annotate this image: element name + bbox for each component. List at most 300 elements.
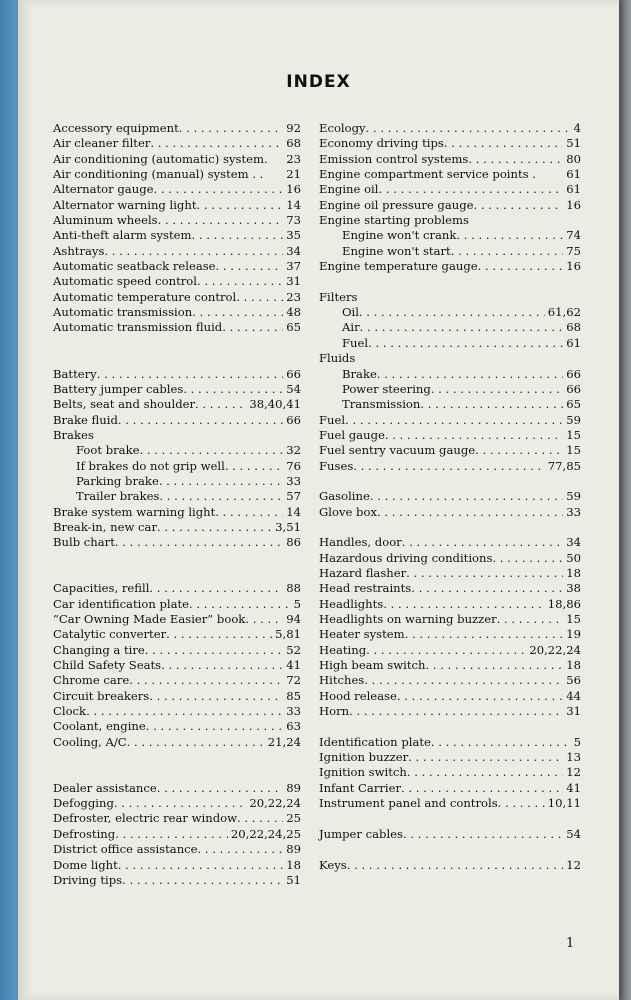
dot-leader — [179, 121, 283, 136]
dot-leader — [349, 704, 563, 719]
dot-leader — [198, 842, 284, 857]
entry-label: Fuel gauge — [319, 427, 385, 442]
spacer — [53, 551, 301, 566]
dot-leader — [115, 827, 228, 842]
entry-page: 13 — [566, 750, 581, 765]
dot-leader — [475, 443, 563, 458]
entry-label: Horn — [319, 704, 350, 719]
dot-leader — [183, 382, 283, 397]
index-entry — [53, 719, 301, 734]
entry-label: Heating — [319, 642, 367, 657]
entry-page: 77,85 — [547, 458, 581, 473]
dot-leader — [406, 566, 563, 581]
entry-label: Parking brake — [76, 473, 159, 488]
spacer — [319, 842, 581, 857]
dot-leader — [245, 612, 283, 627]
dot-leader — [492, 551, 563, 566]
index-entry — [319, 259, 581, 274]
dot-leader — [146, 719, 284, 734]
entry-page: 15 — [566, 443, 581, 458]
dot-leader — [498, 796, 545, 811]
entry-page: 51 — [286, 872, 301, 887]
index-entry — [319, 367, 581, 382]
entry-page: 5 — [293, 596, 301, 611]
entry-page: 32 — [286, 443, 301, 458]
index-heading — [319, 213, 581, 228]
entry-page: 51 — [566, 136, 581, 151]
index-entry — [319, 489, 581, 504]
dot-leader — [97, 367, 284, 382]
dot-leader — [195, 397, 246, 412]
dot-leader — [385, 428, 563, 443]
entry-page: 3,51 — [275, 519, 301, 534]
entry-page: 34 — [566, 535, 581, 550]
entry-page: 44 — [566, 688, 581, 703]
entry-label: Catalytic converter — [53, 627, 167, 642]
entry-label: Fuel — [319, 412, 346, 427]
entry-page: 68 — [566, 320, 581, 335]
index-entry — [319, 689, 581, 704]
entry-page: 48 — [286, 305, 301, 320]
index-entry — [319, 228, 581, 243]
index-entry — [319, 566, 581, 581]
entry-page: 41 — [286, 658, 301, 673]
page-title: INDEX — [286, 72, 351, 92]
entry-page: 38,40,41 — [249, 397, 301, 412]
index-heading — [319, 351, 581, 366]
entry-page: 59 — [566, 489, 581, 504]
entry-page: 33 — [286, 473, 301, 488]
index-entry — [319, 673, 581, 688]
entry-page: 35 — [286, 228, 301, 243]
entry-page: 89 — [286, 780, 301, 795]
dot-leader — [377, 367, 563, 382]
index-entry — [53, 198, 301, 213]
dot-leader — [157, 520, 272, 535]
entry-page: 50 — [566, 550, 581, 565]
dot-leader — [368, 336, 563, 351]
index-entry — [53, 489, 301, 504]
dot-leader — [127, 735, 265, 750]
entry-label: Ignition switch — [319, 765, 407, 780]
entry-label: Ecology — [319, 121, 366, 135]
index-entry — [319, 397, 581, 412]
index-entry — [53, 182, 301, 197]
index-entry — [319, 428, 581, 443]
entry-page: 75 — [566, 243, 581, 258]
dot-leader — [145, 643, 283, 658]
entry-label: Changing a tire — [53, 642, 145, 657]
dot-leader — [360, 320, 564, 335]
entry-label: High beam switch — [319, 658, 426, 673]
entry-page: 19 — [566, 627, 581, 642]
dot-leader — [411, 581, 563, 596]
entry-page: 72 — [286, 673, 301, 688]
entry-label: Defrosting — [53, 826, 116, 841]
entry-label: If brakes do not grip well — [76, 458, 225, 473]
entry-label: Dome light — [53, 857, 118, 872]
index-entry — [319, 597, 581, 612]
index-entry — [319, 627, 581, 642]
dot-leader — [166, 627, 272, 642]
spacer — [53, 765, 301, 780]
spacer — [319, 474, 581, 489]
dot-leader — [149, 689, 283, 704]
dot-leader — [215, 505, 283, 520]
index-entry — [53, 811, 301, 826]
entry-label: Accessory equipment — [53, 121, 179, 135]
index-entry — [319, 244, 581, 259]
index-entry — [319, 167, 581, 182]
index-entry — [53, 290, 301, 305]
entry-page: 88 — [286, 581, 301, 596]
index-entry — [53, 213, 301, 228]
dot-leader — [370, 489, 563, 504]
index-entry — [53, 581, 301, 596]
entry-label: Engine oil — [319, 182, 379, 197]
entry-page: 56 — [566, 673, 581, 688]
entry-label: Car identification plate — [53, 596, 190, 611]
entry-page: 92 — [286, 121, 301, 135]
entry-page: 20,22,24 — [529, 642, 581, 657]
entry-label: Ashtrays — [53, 243, 105, 258]
entry-page: 18 — [566, 658, 581, 673]
index-page — [18, 0, 619, 1000]
index-entry — [53, 136, 301, 151]
spacer — [319, 520, 581, 535]
entry-label: Hazard flasher — [319, 565, 407, 580]
dot-leader — [397, 689, 563, 704]
dot-leader — [150, 136, 283, 151]
entry-label: Brakes — [53, 427, 94, 442]
index-entry — [53, 858, 301, 873]
entry-page: 61 — [566, 167, 581, 182]
entry-label: Ignition buzzer — [319, 750, 409, 765]
entry-label: Bulb chart — [53, 535, 115, 550]
index-entry — [319, 535, 581, 550]
index-entry — [53, 673, 301, 688]
entry-label: Emission control systems — [319, 151, 469, 166]
entry-page: 89 — [286, 842, 301, 857]
index-entry — [319, 827, 581, 842]
index-entry — [319, 182, 581, 197]
entry-page: 65 — [566, 397, 581, 412]
entry-page: 80 — [566, 151, 581, 166]
entry-label: Automatic speed control — [53, 274, 197, 289]
index-column-left — [53, 121, 301, 888]
dot-leader — [159, 489, 283, 504]
index-entry — [319, 781, 581, 796]
dot-leader — [104, 244, 283, 259]
entry-label: Foot brake — [76, 443, 140, 458]
index-entry — [319, 858, 581, 873]
dot-leader — [405, 627, 564, 642]
index-entry — [319, 796, 581, 811]
entry-page: 33 — [286, 704, 301, 719]
entry-label: Automatic temperature control — [53, 289, 237, 304]
entry-page: 16 — [566, 197, 581, 212]
index-entry — [53, 796, 301, 811]
dot-leader — [366, 121, 571, 136]
entry-label: Engine oil pressure gauge — [319, 197, 474, 212]
dot-leader — [149, 581, 283, 596]
entry-page: 18 — [286, 857, 301, 872]
entry-label: Glove box — [319, 504, 377, 519]
entry-label: Brake system warning light — [53, 504, 216, 519]
index-entry — [53, 535, 301, 550]
index-entry — [53, 167, 301, 182]
dot-leader — [157, 781, 284, 796]
index-entry — [319, 551, 581, 566]
entry-label: Fluids — [319, 351, 356, 366]
entry-label: Automatic seatback release — [53, 259, 216, 274]
entry-page: 57 — [286, 489, 301, 504]
entry-label: Oil — [342, 305, 359, 320]
entry-label: Jumper cables — [319, 826, 403, 841]
dot-leader — [407, 765, 563, 780]
index-entry — [319, 136, 581, 151]
entry-label: Anti-theft alarm system — [53, 228, 192, 243]
entry-page: 73 — [286, 213, 301, 228]
dot-leader — [383, 597, 545, 612]
entry-page: 74 — [566, 228, 581, 243]
entry-page: 23 — [286, 289, 301, 304]
dot-leader — [444, 136, 563, 151]
dot-leader — [456, 228, 563, 243]
entry-page: 21 — [286, 167, 301, 182]
entry-label: Battery — [53, 366, 97, 381]
index-entry — [319, 612, 581, 627]
index-entry — [53, 873, 301, 888]
dot-leader — [158, 213, 284, 228]
index-entry — [53, 443, 301, 458]
entry-page: 66 — [566, 366, 581, 381]
entry-label: Transmission — [342, 397, 421, 412]
index-entry — [319, 382, 581, 397]
index-entry — [319, 643, 581, 658]
entry-label: Fuel sentry vacuum gauge — [319, 443, 476, 458]
dot-leader — [431, 382, 563, 397]
entry-page: 63 — [286, 719, 301, 734]
dot-leader — [118, 413, 283, 428]
index-entry — [53, 612, 301, 627]
entry-label: “Car Owning Made Easier” book — [53, 612, 246, 626]
dot-leader — [237, 811, 283, 826]
index-entry — [319, 658, 581, 673]
index-entry — [53, 505, 301, 520]
entry-page: 16 — [286, 182, 301, 197]
index-entry — [319, 581, 581, 596]
dot-leader — [153, 182, 283, 197]
entry-page: 12 — [566, 765, 581, 780]
spacer — [53, 351, 301, 366]
entry-label: Circuit breakers — [53, 688, 150, 703]
entry-label: Keys — [319, 857, 347, 872]
index-entry — [53, 735, 301, 750]
spacer — [319, 719, 581, 734]
dot-leader — [114, 796, 246, 811]
index-entry — [53, 320, 301, 335]
dot-leader — [139, 443, 283, 458]
entry-page: 54 — [566, 826, 581, 841]
entry-page: 66 — [566, 381, 581, 396]
entry-label: Belts, seat and shoulder — [53, 397, 196, 412]
dot-leader — [420, 397, 563, 412]
entry-page: 23 — [286, 151, 301, 166]
entry-page: 25 — [286, 811, 301, 826]
entry-page: 66 — [286, 366, 301, 381]
dot-leader — [359, 305, 545, 320]
dot-leader — [408, 750, 563, 765]
dot-leader — [468, 152, 563, 167]
entry-label: Instrument panel and controls — [319, 796, 498, 811]
entry-page: 5 — [573, 734, 581, 749]
dot-leader — [403, 827, 563, 842]
entry-label: Head restraints — [319, 581, 412, 596]
entry-label: Alternator gauge — [53, 182, 154, 197]
dot-leader — [377, 505, 563, 520]
index-entry — [319, 121, 581, 136]
entry-page: 76 — [286, 458, 301, 473]
index-entry — [319, 505, 581, 520]
spacer — [319, 811, 581, 826]
dot-leader — [197, 274, 283, 289]
index-heading — [319, 290, 581, 305]
index-entry — [53, 827, 301, 842]
index-entry — [319, 735, 581, 750]
index-entry — [53, 397, 301, 412]
index-entry — [53, 689, 301, 704]
dot-leader — [402, 535, 564, 550]
dot-leader — [216, 259, 284, 274]
dot-leader — [122, 873, 283, 888]
index-entry — [319, 152, 581, 167]
entry-label: Hood release — [319, 688, 397, 703]
index-entry — [53, 643, 301, 658]
index-entry — [319, 443, 581, 458]
entry-page: 52 — [286, 642, 301, 657]
entry-label: Trailer brakes — [76, 489, 160, 504]
entry-page: 20,22,24,25 — [230, 826, 301, 841]
entry-label: Cooling, A/C — [53, 734, 127, 749]
entry-page: 61 — [566, 335, 581, 350]
entry-page: 38 — [566, 581, 581, 596]
dot-leader — [401, 781, 563, 796]
entry-label: Air conditioning (manual) system . . — [53, 167, 264, 182]
entry-label: Headlights — [319, 596, 384, 611]
entry-page: 10,11 — [547, 796, 581, 811]
entry-label: Capacities, refill — [53, 581, 150, 596]
dot-leader — [345, 413, 563, 428]
index-entry — [53, 474, 301, 489]
dot-leader — [364, 673, 563, 688]
entry-label: Break-in, new car — [53, 519, 158, 534]
dot-leader — [115, 535, 283, 550]
index-entry — [53, 382, 301, 397]
entry-label: Chrome care — [53, 673, 130, 688]
index-entry — [53, 152, 301, 167]
entry-page: 12 — [566, 857, 581, 872]
dot-leader — [431, 735, 571, 750]
entry-label: Defroster, electric rear window — [53, 811, 238, 826]
index-entry — [53, 597, 301, 612]
entry-label: Air conditioning (automatic) system. — [53, 151, 268, 166]
index-entry — [319, 336, 581, 351]
entry-page: 68 — [286, 136, 301, 151]
entry-label: Power steering — [342, 381, 431, 396]
index-entry — [319, 198, 581, 213]
entry-page: 14 — [286, 197, 301, 212]
entry-page: 65 — [286, 320, 301, 335]
entry-page: 21,24 — [267, 734, 301, 749]
index-entry — [53, 244, 301, 259]
index-heading — [53, 428, 301, 443]
index-entry — [319, 413, 581, 428]
index-entry — [53, 842, 301, 857]
entry-label: Heater system — [319, 627, 405, 642]
entry-label: Coolant, engine — [53, 719, 146, 734]
entry-label: Defogging — [53, 796, 114, 811]
entry-label: Brake fluid — [53, 412, 118, 427]
entry-label: Air cleaner filter — [53, 136, 151, 151]
page-number: 1 — [566, 936, 575, 951]
entry-page: 20,22,24 — [249, 796, 301, 811]
index-entry — [53, 274, 301, 289]
entry-label: Hitches — [319, 673, 365, 688]
index-entry — [53, 259, 301, 274]
entry-label: Hazardous driving conditions — [319, 550, 493, 565]
entry-label: Clock — [53, 704, 87, 719]
entry-page: 18 — [566, 565, 581, 580]
entry-label: Brake — [342, 366, 377, 381]
entry-label: Fuses — [319, 458, 354, 473]
index-entry — [319, 765, 581, 780]
entry-label: Driving tips — [53, 872, 123, 887]
entry-page: 4 — [573, 121, 581, 135]
index-entry — [53, 520, 301, 535]
entry-page: 41 — [566, 780, 581, 795]
entry-label: Gasoline — [319, 489, 370, 504]
index-entry — [319, 305, 581, 320]
index-entry — [53, 704, 301, 719]
entry-page: 18,86 — [547, 596, 581, 611]
entry-page: 31 — [286, 274, 301, 289]
index-entry — [53, 228, 301, 243]
entry-page: 34 — [286, 243, 301, 258]
entry-label: Handles, door — [319, 535, 402, 550]
dot-leader — [129, 673, 283, 688]
index-entry — [319, 459, 581, 474]
index-entry — [53, 413, 301, 428]
index-entry — [319, 704, 581, 719]
spacer — [53, 750, 301, 765]
dot-leader — [451, 244, 564, 259]
spacer — [53, 336, 301, 351]
spacer — [53, 566, 301, 581]
dot-leader — [118, 858, 283, 873]
entry-page: 15 — [566, 427, 581, 442]
index-entry — [53, 305, 301, 320]
entry-label: Battery jumper cables — [53, 381, 184, 396]
entry-page: 94 — [286, 612, 301, 626]
entry-page: 15 — [566, 612, 581, 626]
entry-page: 86 — [286, 535, 301, 550]
entry-label: Economy driving tips — [319, 136, 444, 151]
entry-label: Automatic transmission — [53, 305, 193, 320]
index-entry — [319, 750, 581, 765]
index-entry — [53, 121, 301, 136]
entry-label: Alternator warning light — [53, 197, 197, 212]
